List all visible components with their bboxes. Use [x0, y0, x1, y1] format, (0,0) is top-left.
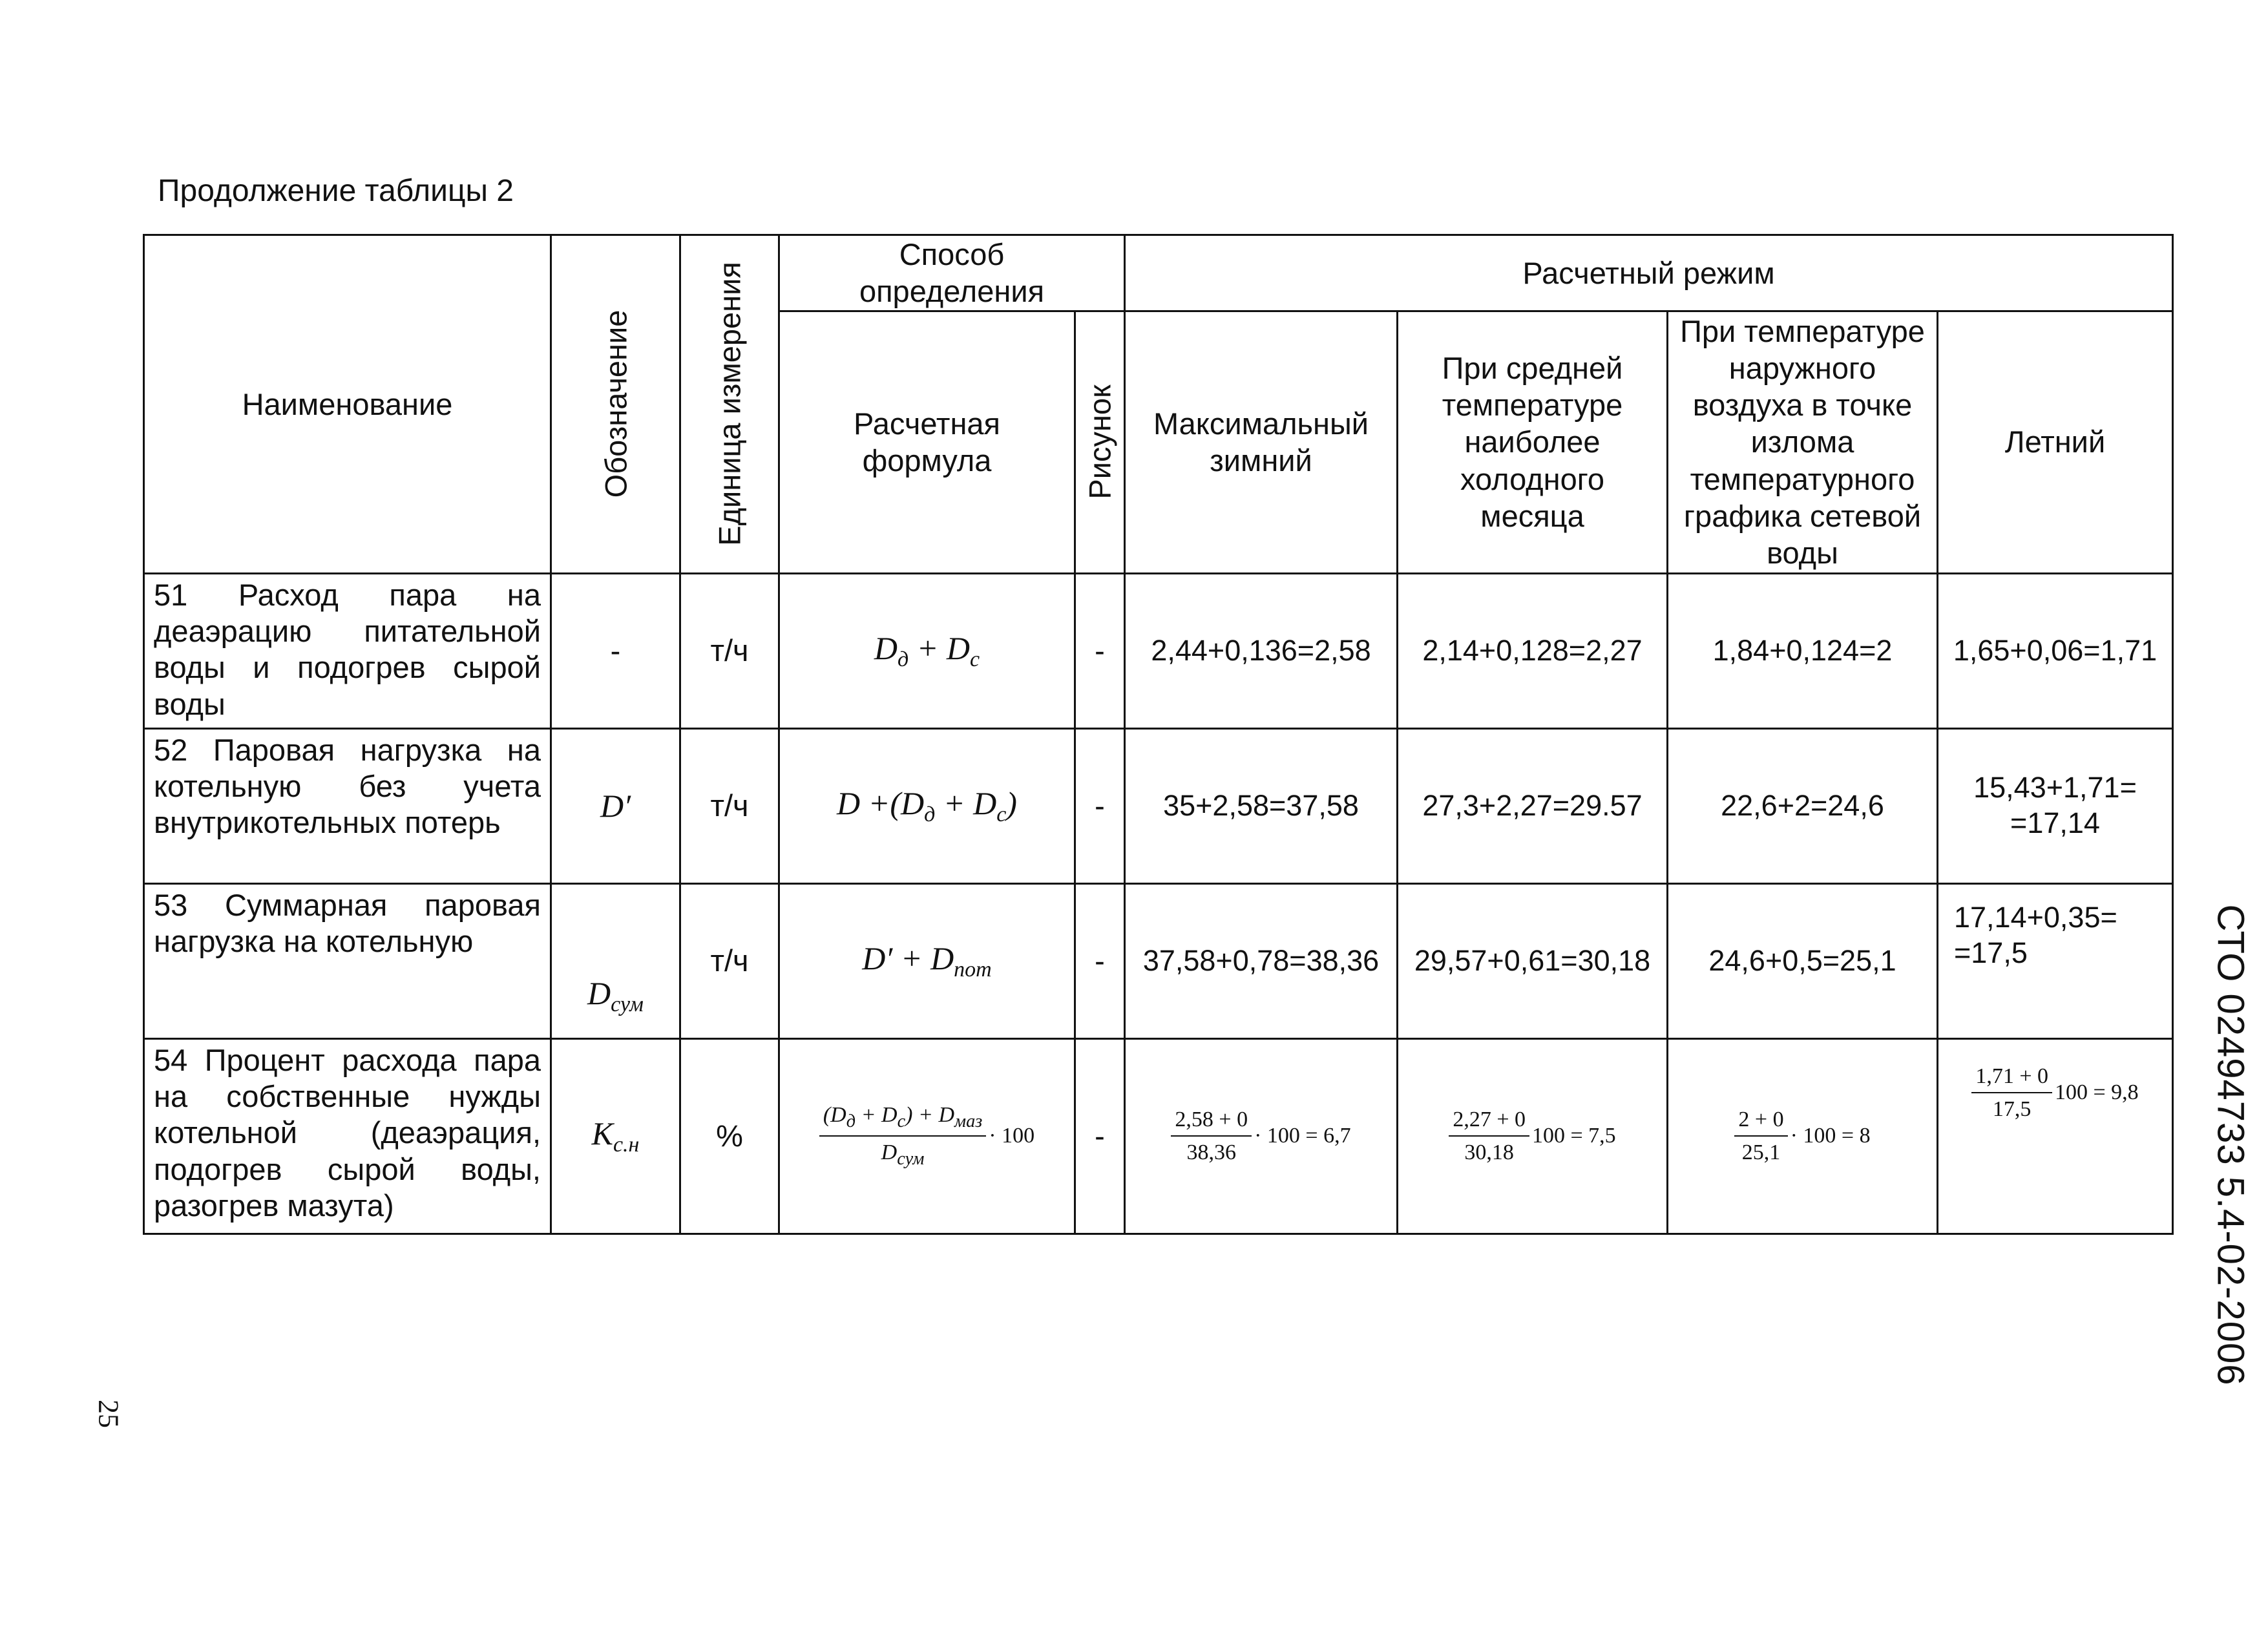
document-code-text: СТО 02494733 5.4-02-2006	[2209, 904, 2252, 1386]
row-53-max-winter: 37,58+0,78=38,36	[1125, 883, 1398, 1038]
row-53-unit: т/ч	[680, 883, 779, 1038]
row-52-formula	[779, 728, 1075, 883]
row-53-summer-line1: 17,14+0,35=	[1954, 900, 2117, 934]
row-54-break-point: $\frac{2 + 0}{25,1}$ · 100 = 8	[1668, 1038, 1938, 1234]
header-mode-break-point: При температуре наружного воздуха в точке излома температурного графика сетевой воды	[1668, 311, 1938, 573]
header-designation-label: Обозначение	[598, 310, 633, 498]
row-51-designation: -	[551, 573, 680, 728]
header-designation	[551, 235, 680, 574]
formula-54-denominator: $D_{сум}$	[881, 1140, 925, 1169]
row-53-summer	[1938, 883, 2173, 1038]
row-54-max-winter-fraction: $\frac{2,58 + 0}{38,36}$	[1171, 1106, 1252, 1166]
formula-52: $D +(D_д + D_с)$	[837, 784, 1017, 826]
row-51-break-point: 1,84+0,124=2	[1668, 573, 1938, 728]
document-code	[2202, 887, 2259, 1403]
header-figure	[1075, 311, 1125, 573]
row-52-coldest-month: 27,3+2,27=29.57	[1398, 728, 1668, 883]
row-51-coldest-month: 2,14+0,128=2,27	[1398, 573, 1668, 728]
row-54-designation	[551, 1038, 680, 1234]
row-52-break-point: 22,6+2=24,6	[1668, 728, 1938, 883]
row-54-summer: $\frac{1,71 + 0}{17,5}$ 100 = 9,8	[1938, 1038, 2173, 1234]
row-54-designation-symbol: $K_{с.н}$	[591, 1115, 640, 1157]
row-51-max-winter: 2,44+0,136=2,58	[1125, 573, 1398, 728]
row-52-name: 52 Паровая нагрузка на котельную без учета внутрикотельных потерь	[144, 728, 551, 883]
row-54-formula	[779, 1038, 1075, 1234]
page-number	[85, 1391, 132, 1437]
page-number-text: 25	[92, 1400, 125, 1428]
row-54-name: 54 Процент расхода пара на собственные нужды котельной (деаэрация, подогрев сырой воды, разогрев мазута)	[144, 1038, 551, 1234]
row-52-figure: -	[1075, 728, 1125, 883]
row-53-break-point: 24,6+0,5=25,1	[1668, 883, 1938, 1038]
row-51-formula	[779, 573, 1075, 728]
header-method-group: Способ определения	[779, 235, 1125, 311]
row-52-max-winter: 35+2,58=37,58	[1125, 728, 1398, 883]
header-name: Наименование	[144, 235, 551, 574]
table-row	[144, 573, 2173, 728]
header-figure-label: Рисунок	[1082, 384, 1117, 499]
data-table-container	[143, 234, 2174, 1235]
table-row	[144, 883, 2173, 1038]
row-53-summer-line2: =17,5	[1954, 936, 2028, 969]
row-51-figure: -	[1075, 573, 1125, 728]
row-53-coldest-month: 29,57+0,61=30,18	[1398, 883, 1668, 1038]
header-mode-max-winter: Максимальный зимний	[1125, 311, 1398, 573]
row-51-unit: т/ч	[680, 573, 779, 728]
data-table	[143, 234, 2174, 1235]
row-54-unit: %	[680, 1038, 779, 1234]
row-54-coldest-month-fraction: $\frac{2,27 + 0}{30,18}$	[1449, 1106, 1529, 1166]
header-mode-coldest-month: При средней температуре наиболее холодного месяца	[1398, 311, 1668, 573]
formula-54	[819, 1102, 986, 1171]
row-54-break-point-fraction: $\frac{2 + 0}{25,1}$	[1734, 1106, 1787, 1166]
table-row	[144, 728, 2173, 883]
row-54-max-winter: $\frac{2,58 + 0}{38,36}$ · 100 = 6,7	[1125, 1038, 1398, 1234]
formula-51: $D_д + D_с$	[874, 629, 980, 671]
table-caption: Продолжение таблицы 2	[158, 174, 514, 208]
header-unit-label: Единица измерения	[712, 262, 747, 547]
row-54-coldest-month: $\frac{2,27 + 0}{30,18}$ 100 = 7,5	[1398, 1038, 1668, 1234]
header-mode-group: Расчетный режим	[1125, 235, 2173, 311]
row-53-figure: -	[1075, 883, 1125, 1038]
header-formula: Расчетная формула	[779, 311, 1075, 573]
row-51-summer: 1,65+0,06=1,71	[1938, 573, 2173, 728]
row-53-formula	[779, 883, 1075, 1038]
row-53-name: 53 Суммарная паровая нагрузка на котельную	[144, 883, 551, 1038]
row-52-designation: D′	[551, 728, 680, 883]
row-53-designation	[551, 883, 680, 1038]
formula-54-numerator: $(D_д + D_с) + D_{маз}$	[819, 1102, 986, 1137]
formula-53: $D' + D_{пот}$	[862, 940, 992, 982]
header-unit	[680, 235, 779, 574]
header-mode-summer: Летний	[1938, 311, 2173, 573]
row-52-summer-line1: 15,43+1,71=	[1973, 771, 2137, 804]
row-54-summer-fraction: $\frac{1,71 + 0}{17,5}$	[1971, 1063, 2052, 1123]
row-52-summer-line2: =17,14	[2010, 806, 2100, 840]
table-row	[144, 1038, 2173, 1234]
row-53-designation-symbol: $D_{сум}$	[587, 975, 644, 1017]
row-54-figure: -	[1075, 1038, 1125, 1234]
row-51-name: 51 Расход пара на деаэрацию питательной воды и подогрев сырой воды	[144, 573, 551, 728]
row-52-unit: т/ч	[680, 728, 779, 883]
formula-54-tail: · 100	[989, 1124, 1035, 1148]
row-52-summer	[1938, 728, 2173, 883]
